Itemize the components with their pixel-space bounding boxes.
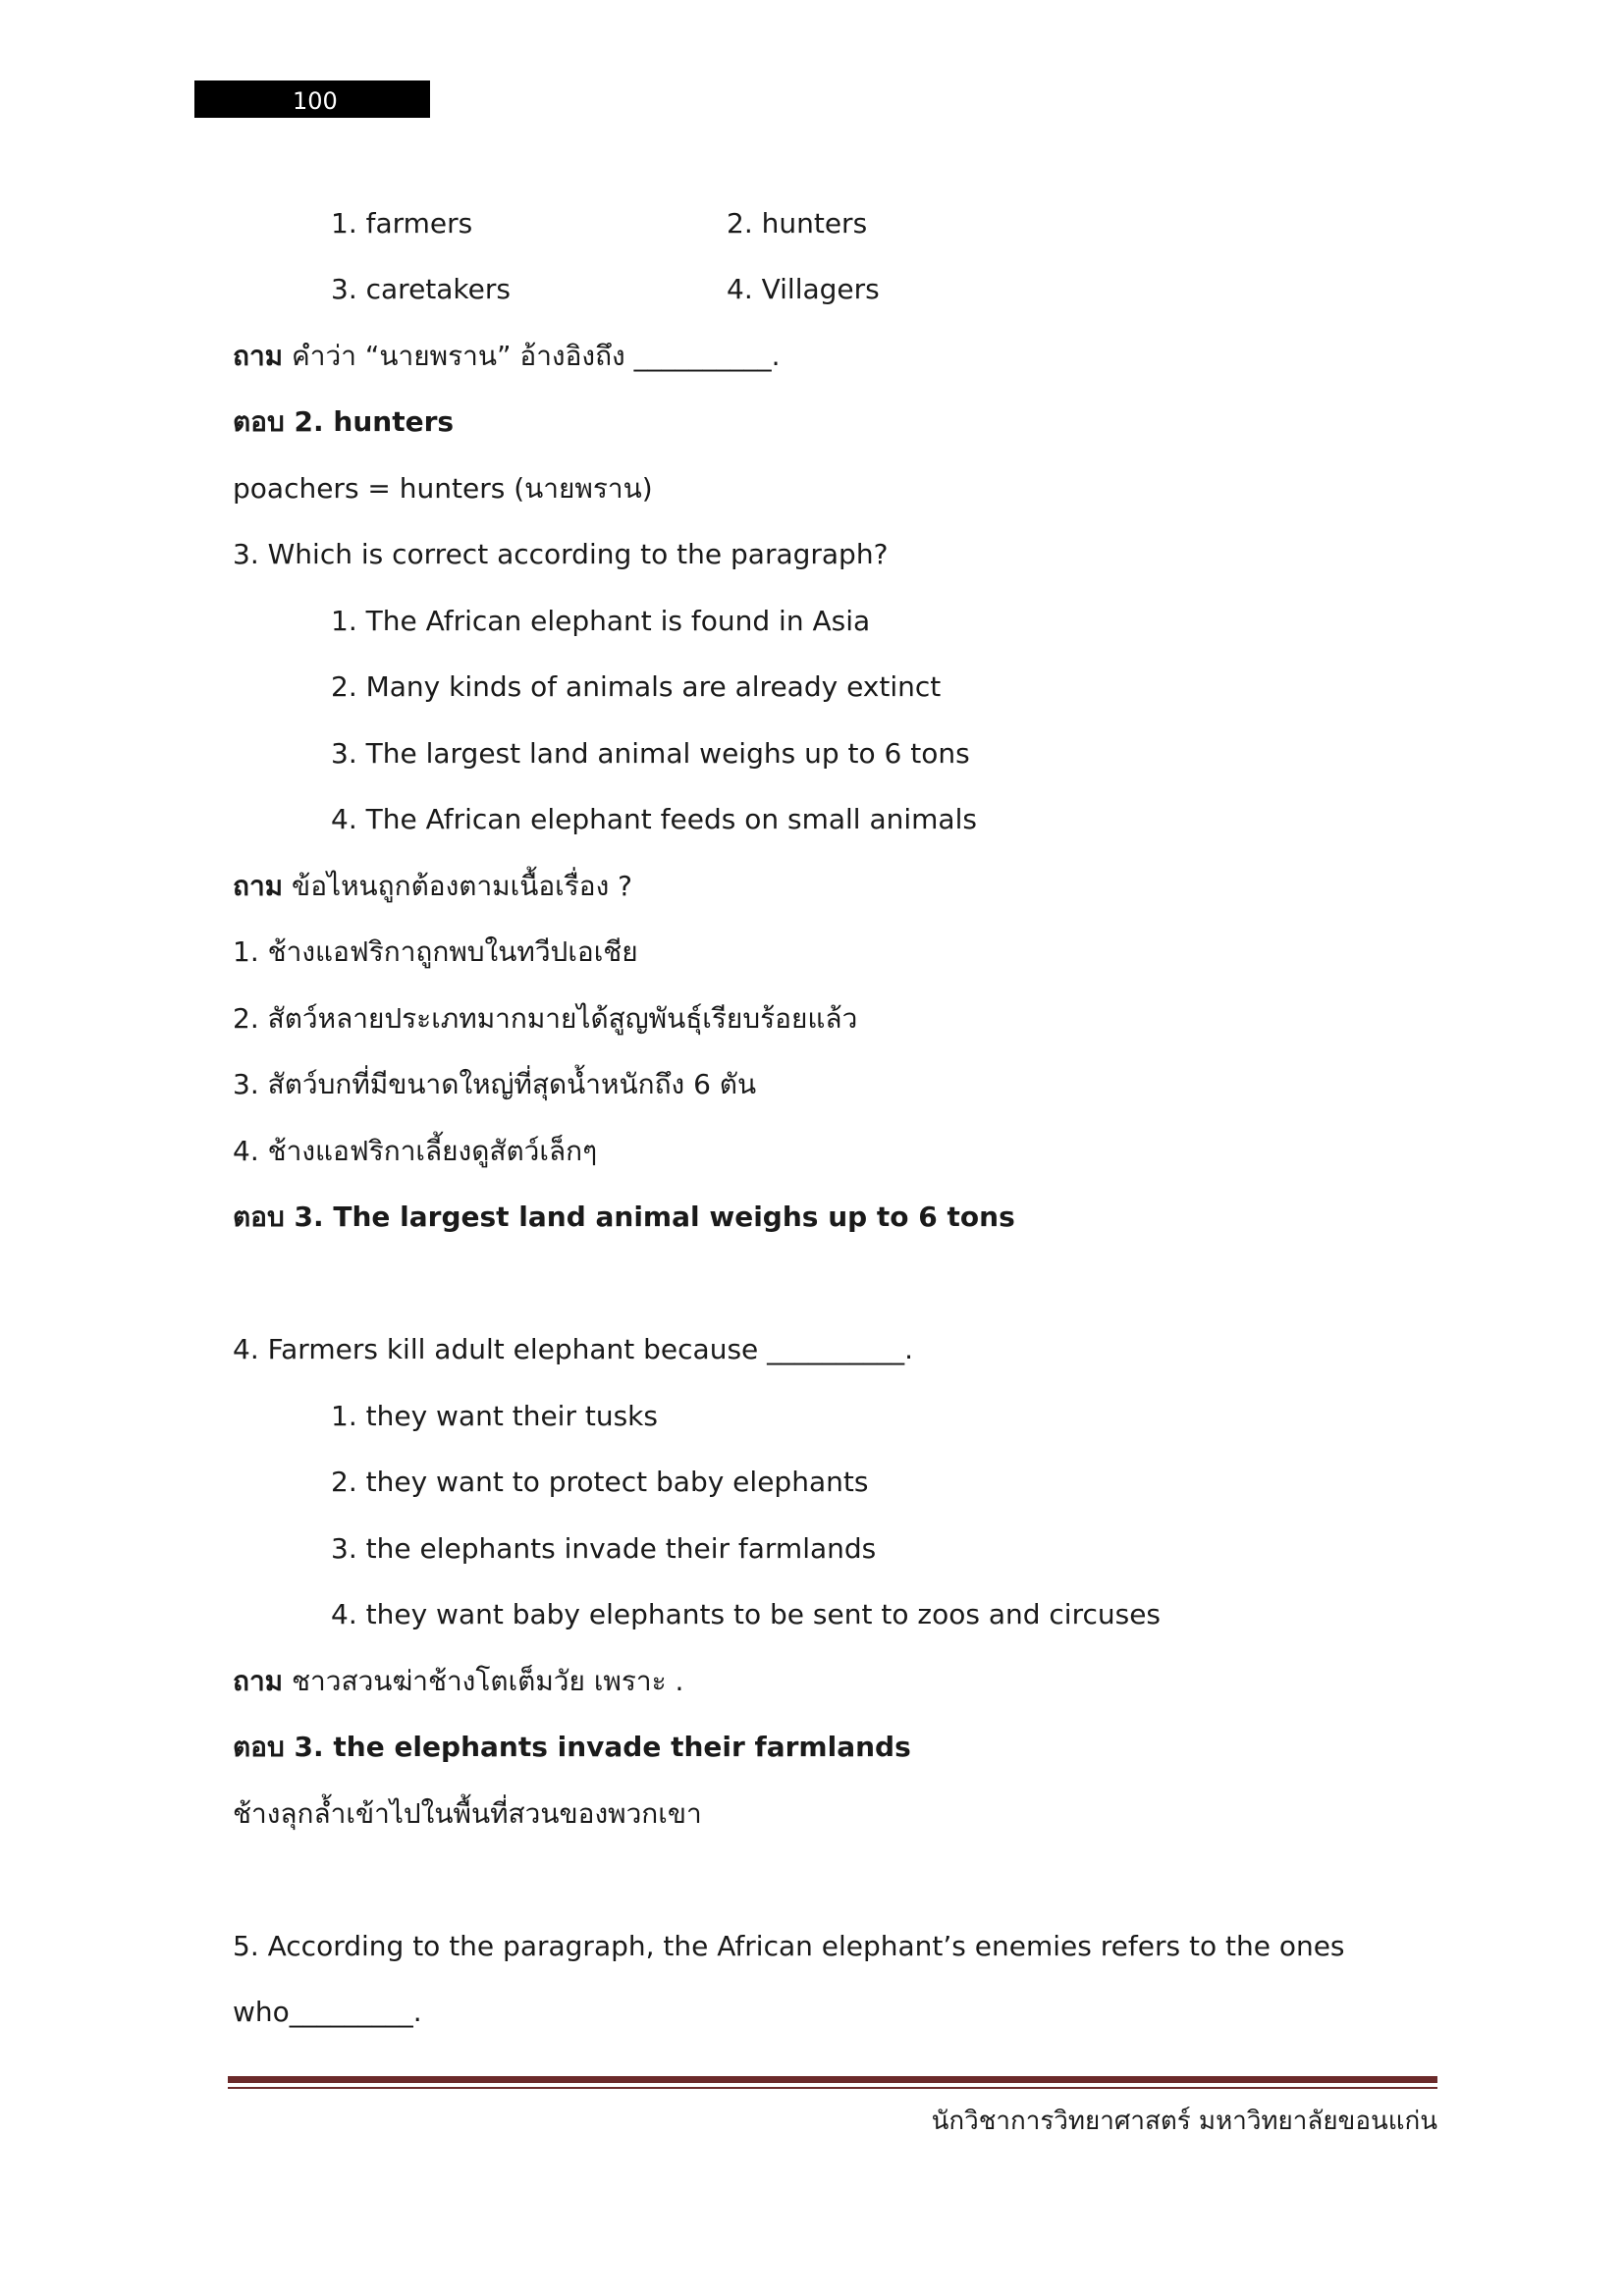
q3-thai-option-3: 3. สัตว์บกที่มีขนาดใหญ่ที่สุดน้ำหนักถึง 6 ตัน [233,1068,757,1100]
q3-thai-option-4: 4. ช้างแอฟริกาเลี้ยงดูสัตว์เล็กๆ [233,1135,598,1167]
q3-question: 3. Which is correct according to the paragraph? [233,538,889,570]
page-number-box [194,80,430,118]
q2-option-3: 3. caretakers [331,273,511,305]
q4-thai-question [233,1665,684,1697]
q3-thai-question-label: ถาม [233,870,284,902]
q5-question-line-2: who_________. [233,1996,422,2028]
q2-thai-question [233,340,781,372]
q4-question: 4. Farmers kill adult elephant because __________. [233,1333,914,1365]
q4-option-4: 4. they want baby elephants to be sent to zoos and circuses [331,1598,1162,1630]
q3-thai-question [233,870,633,902]
q3-thai-option-2: 2. สัตว์หลายประเภทมากมายได้สูญพันธุ์เรียบร้อยแล้ว [233,1002,858,1035]
q4-option-3: 3. the elephants invade their farmlands [331,1532,877,1565]
q2-thai-question-text: คำว่า “นายพราน” อ้างอิงถึง __________. [292,340,781,372]
footer-rule-thick [228,2076,1437,2083]
q3-thai-option-1: 1. ช้างแอฟริกาถูกพบในทวีปเอเชีย [233,935,638,968]
q3-option-4: 4. The African elephant feeds on small animals [331,803,977,835]
q4-option-1: 1. they want their tusks [331,1400,658,1432]
q2-thai-question-label: ถาม [233,340,284,372]
q3-option-3: 3. The largest land animal weighs up to 6 tons [331,737,970,770]
q2-option-1: 1. farmers [331,207,473,240]
footer-text: นักวิชาการวิทยาศาสตร์ มหาวิทยาลัยขอนแก่น [931,2107,1437,2136]
q4-thai-question-label: ถาม [233,1665,284,1697]
footer-rule-thin [228,2087,1437,2089]
q4-answer: ตอบ 3. the elephants invade their farmlands [233,1731,911,1763]
q2-option-4: 4. Villagers [727,273,880,305]
q5-question-line-1: 5. According to the paragraph, the African elephant’s enemies refers to the ones [233,1930,1345,1962]
q2-answer: ตอบ 2. hunters [233,405,455,438]
q2-explanation: poachers = hunters (นายพราน) [233,472,653,505]
q4-option-2: 2. they want to protect baby elephants [331,1466,869,1498]
q3-option-1: 1. The African elephant is found in Asia [331,605,871,637]
q3-thai-question-text: ข้อไหนถูกต้องตามเนื้อเรื่อง ? [292,870,633,902]
q4-thai-question-text: ชาวสวนฆ่าช้างโตเต็มวัย เพราะ . [292,1665,684,1697]
page-number: 100 [293,87,338,115]
q3-option-2: 2. Many kinds of animals are already extinct [331,670,942,703]
q2-option-2: 2. hunters [727,207,868,240]
q4-explanation: ช้างลุกล้ำเข้าไปในพื้นที่สวนของพวกเขา [233,1797,702,1830]
q3-answer: ตอบ 3. The largest land animal weighs up to 6 tons [233,1201,1015,1233]
